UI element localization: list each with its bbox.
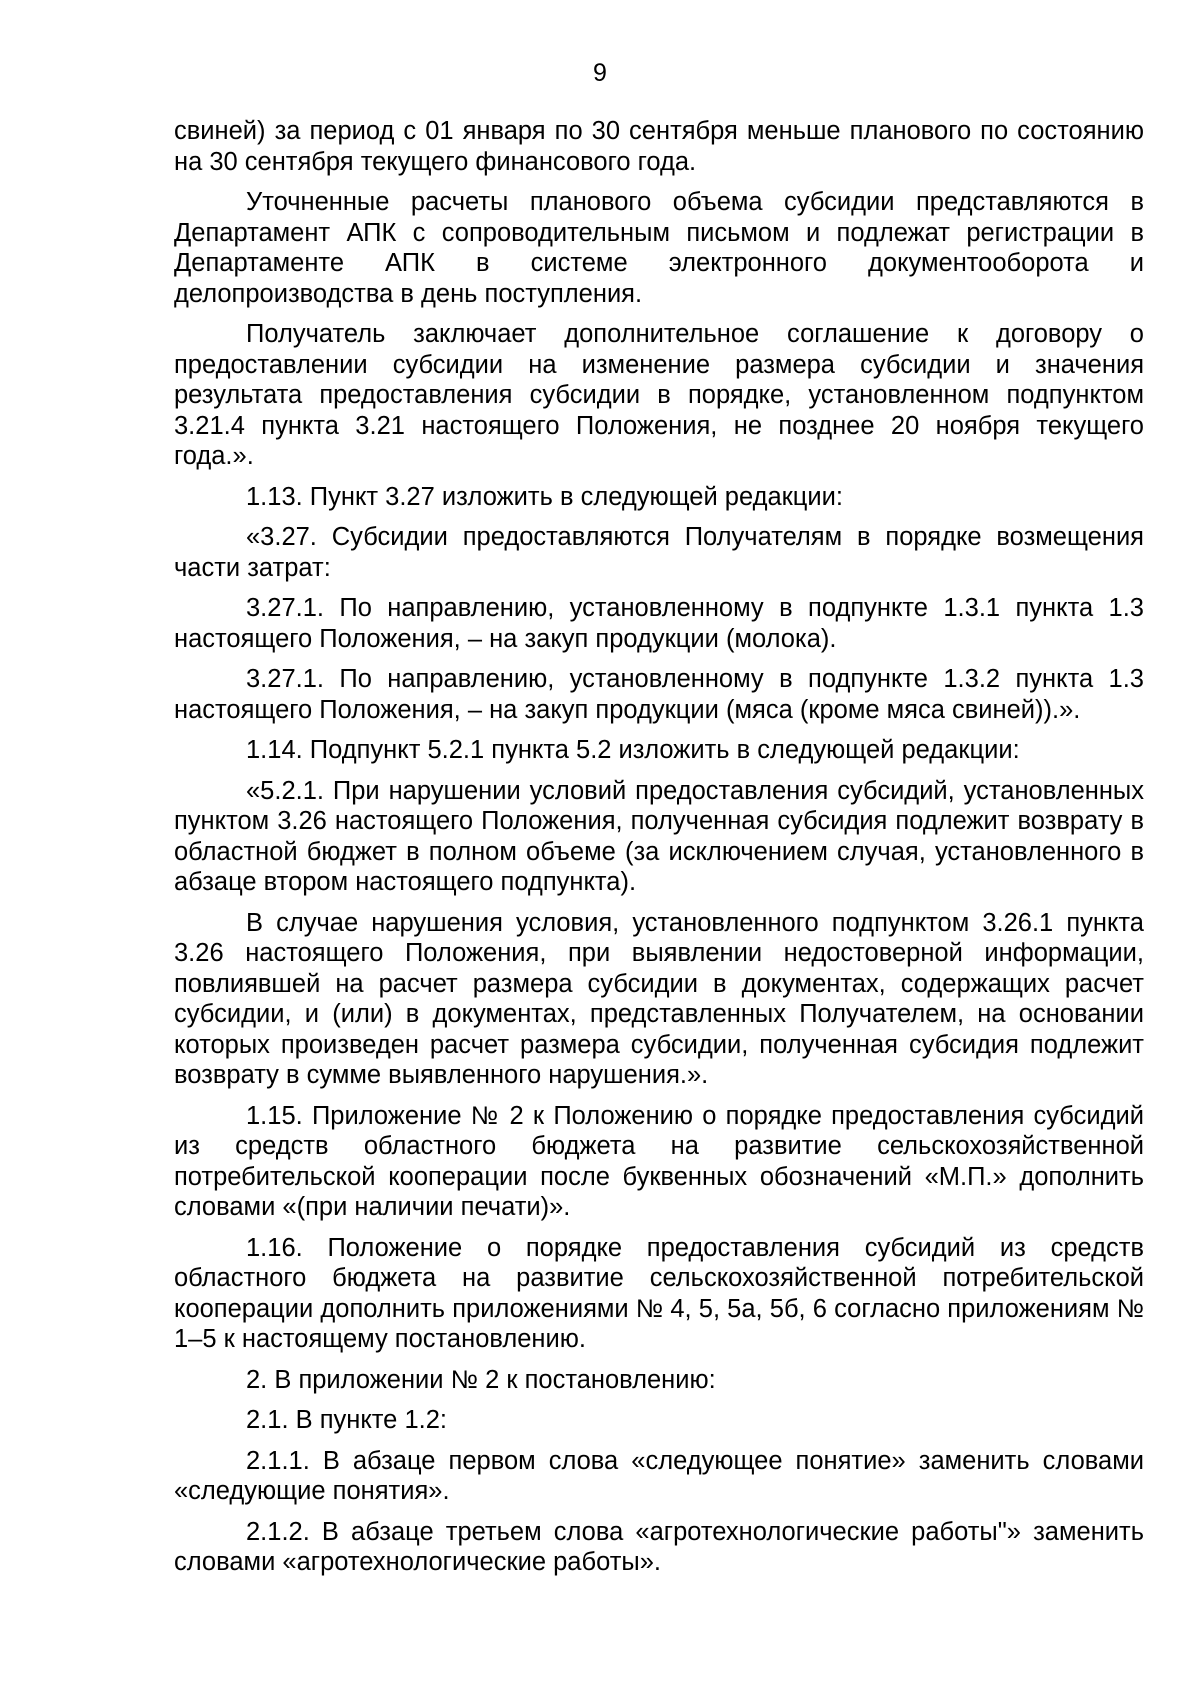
paragraph-item-1-16: 1.16. Положение о порядке предоставления субсидий из средств областного бюджета на развитие сельскохозяйственной потребительской кооперации дополнить приложениями № 4, 5, 5а, 5б, 6 согласно приложениям № 1–5 к настоящему постановлению. bbox=[174, 1233, 1144, 1353]
paragraph-item-2-1: 2.1. В пункте 1.2: bbox=[246, 1406, 447, 1434]
page-number: 9 bbox=[593, 59, 607, 87]
document-body bbox=[174, 116, 1144, 1588]
paragraph-item-2-1-1: 2.1.1. В абзаце первом слова «следующее понятие» заменить словами «следующие понятия». bbox=[174, 1446, 1144, 1505]
paragraph-additional-agreement: Получатель заключает дополнительное соглашение к договору о предоставлении субсидии на изменение размера субсидии и значения результата предоставления субсидии в порядке, установленном подпунктом 3.21.4 пункта 3.21 настоящего Положения, не позднее 20 ноября текущего года.». bbox=[174, 320, 1144, 470]
paragraph-item-2: 2. В приложении № 2 к постановлению: bbox=[246, 1365, 716, 1394]
paragraph-clause-3-27-1-meat: 3.27.1. По направлению, установленному в подпункте 1.3.2 пункта 1.3 настоящего Положения, – на закуп продукции (мяса (кроме мяса свиней)).». bbox=[174, 665, 1144, 724]
paragraph-clause-3-27-1-milk: 3.27.1. По направлению, установленному в подпункте 1.3.1 пункта 1.3 настоящего Положения, – на закуп продукции (молока). bbox=[174, 594, 1144, 653]
paragraph-item-2-1-2: 2.1.2. В абзаце третьем слова «агротехнологические работы"» заменить словами «агротехнологические работы». bbox=[174, 1517, 1144, 1576]
paragraph-refined-calculations: Уточненные расчеты планового объема субсидии представляются в Департамент АПК с сопроводительным письмом и подлежат регистрации в Департаменте АПК в системе электронного документооборота и делопроизводства в день поступления. bbox=[174, 188, 1144, 308]
paragraph-item-1-14: 1.14. Подпункт 5.2.1 пункта 5.2 изложить в следующей редакции: bbox=[246, 736, 1020, 764]
paragraph-clause-3-27: «3.27. Субсидии предоставляются Получателям в порядке возмещения части затрат: bbox=[174, 523, 1144, 582]
paragraph-item-1-15: 1.15. Приложение № 2 к Положению о порядке предоставления субсидий из средств областного бюджета на развитие сельскохозяйственной потребительской кооперации после буквенных обозначений «М.П.» дополнить словами «(при наличии печати)». bbox=[174, 1101, 1144, 1221]
paragraph-item-1-13: 1.13. Пункт 3.27 изложить в следующей редакции: bbox=[246, 482, 843, 511]
paragraph-clause-5-2-1: «5.2.1. При нарушении условий предоставления субсидий, установленных пунктом 3.26 настоящего Положения, полученная субсидия подлежит возврату в областной бюджет в полном объеме (за исключением случая, установленного в абзаце втором настоящего подпункта). bbox=[174, 776, 1144, 896]
paragraph-continuation: свиней) за период с 01 января по 30 сентября меньше планового по состоянию на 30 сентября текущего финансового года. bbox=[174, 117, 1144, 176]
paragraph-violation-case: В случае нарушения условия, установленного подпунктом 3.26.1 пункта 3.26 настоящего Положения, при выявлении недостоверной информации, повлиявшей на расчет размера субсидии в документах, содержащих расчет субсидии, и (или) в документах, представленных Получателем, на основании которых произведен расчет размера субсидии, полученная субсидия подлежит возврату в сумме выявленного нарушения.». bbox=[174, 908, 1144, 1089]
